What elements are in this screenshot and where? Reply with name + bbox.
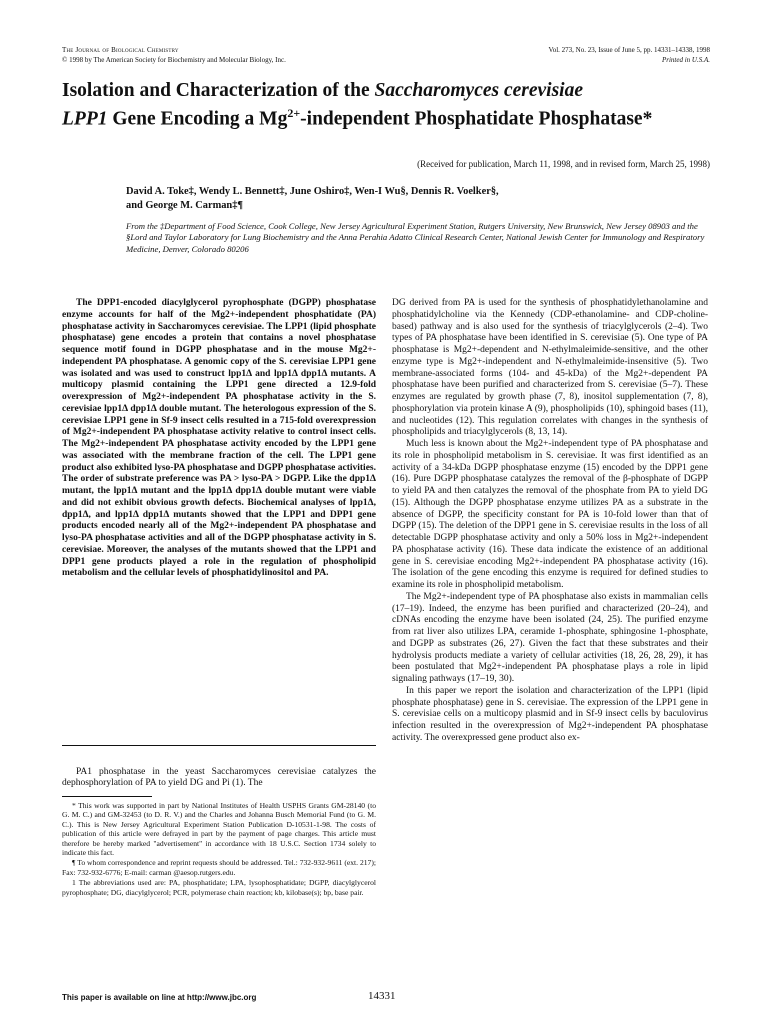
article-title xyxy=(62,80,702,131)
title-italic: Saccharomyces cerevisiae xyxy=(374,80,584,101)
affiliation: From the ‡Department of Food Science, Cook College, New Jersey Agricultural Experiment Station, Rutgers University, New Brunswick, New Jersey 08903 and the §Lord and Taylor Laboratory for Lung Biochemistry and the Anna Perahia Adatto Clinical Research Center, National Jewish Center for Immunology and Respiratory Medicine, Denver, Colorado 80206 xyxy=(126,221,705,254)
abstract: The DPP1-encoded diacylglycerol pyrophosphate (DGPP) phosphatase enzyme accounts for half of the Mg2+-independent phosphatidate (PA) phosphatase activity in Saccharomyces cerevisiae. The LPP1 (lipid phosphate phosphatase) gene encodes a protein that contains a novel phosphatase sequence motif found in DGPP phosphatase and in the mouse Mg2+-independent PA phosphatase. A genomic copy of the S. cerevisiae LPP1 gene was isolated and was used to construct lpp1Δ and lpp1Δ dpp1Δ mutants. A multicopy plasmid containing the LPP1 gene directed a 12.9-fold overexpression of Mg2+-independent PA phosphatase activity in the S. cerevisiae lpp1Δ dpp1Δ double mutant. The heterologous expression of the S. cerevisiae LPP1 gene in Sf-9 insect cells resulted in a 715-fold overexpression of Mg2+-independent PA phosphatase activity relative to control insect cells. The Mg2+-independent PA phosphatase activity encoded by the LPP1 gene was associated with the membrane fraction of the cell. The LPP1 gene product also exhibited lyso-PA phosphatase and DGPP phosphatase activities. The order of substrate preference was PA > lyso-PA > DGPP. Like the dpp1Δ mutant, the lpp1Δ mutant and the lpp1Δ dpp1Δ double mutant were viable and did not exhibit obvious growth defects. Biochemical analyses of lpp1Δ, dpp1Δ, and lpp1Δ dpp1Δ mutants showed that the LPP1 and DPP1 gene products encoded nearly all of the Mg2+-independent PA phosphatase and lyso-PA phosphatase activities and all of the DGPP phosphatase activity in S. cerevisiae. Moreover, the analyses of the mutants showed that the LPP1 and DPP1 gene products played a role in the regulation of phospholipid metabolism and the cellular levels of phosphatidylinositol and PA. xyxy=(62,298,376,579)
volume-info: Vol. 273, No. 23, Issue of June 5, pp. 14331–14338, 1998 xyxy=(548,46,710,54)
footnote: 1 The abbreviations used are: PA, phosphatidate; LPA, lysophosphatidate; DGPP, diacylglycerol pyrophosphate; DG, diacylglycerol; PCR, polymerase chain reaction; kb, kilobase(s); bp, base pair. xyxy=(62,878,376,897)
author-line: and George M. Carman‡¶ xyxy=(126,200,244,211)
availability-note: This paper is available on line at http://www.jbc.org xyxy=(62,993,257,1002)
footnote: ¶ To whom correspondence and reprint requests should be addressed. Tel.: 732-932-9611 (ext. 217); Fax: 732-932-6776; E-mail: carman @aesop.rutgers.edu. xyxy=(62,858,376,877)
copyright-line: © 1998 by The American Society for Biochemistry and Molecular Biology, Inc. xyxy=(62,55,286,64)
footnote-divider xyxy=(62,796,152,797)
abstract-divider xyxy=(62,745,376,746)
body-paragraph: DG derived from PA is used for the synthesis of phosphatidylethanolamine and phosphatidylcholine via the Kennedy (CDP-ethanolamine- and CDP-choline-based) pathway and is also used for the synthesis of triacylglycerols (2–4). Two types of PA phosphatase have been identified in S. cerevisiae (5). One type of PA phosphatase is Mg2+-dependent and N-ethylmaleimide-sensitive, and the other enzyme type is Mg2+-independent and N-ethylmaleimide-insensitive (5). Two membrane-associated forms (104- and 45-kDa) of the Mg2+-dependent PA phosphatase have been purified and characterized from S. cerevisiae (5–7). These enzymes are regulated by growth phase (7, 8), inositol supplementation (7, 8), phosphorylation via protein kinase A (9), phospholipids (10), sphingoid bases (11), and nucleotides (12). This regulation correlates with changes in the synthesis of phospholipids and triacylglycerols (8, 13, 14). xyxy=(392,298,708,438)
title-sup: 2+ xyxy=(287,106,301,120)
footnote: * This work was supported in part by National Institutes of Health USPHS Grants GM-28140 (to G. M. C.) and GM-32453 (to D. R. V.) and the Charles and Johanna Busch Memorial Fund (to G. M. C.). This is New Jersey Agricultural Experiment Station Publication D-10531-1-98. The costs of publication of this article were defrayed in part by the payment of page charges. This article must therefore be hereby marked "advertisement" in accordance with 18 U.S.C. Section 1734 solely to indicate this fact. xyxy=(62,801,376,858)
title-part: Isolation and Characterization of the xyxy=(62,80,375,101)
body-paragraph: In this paper we report the isolation and characterization of the LPP1 (lipid phosphate phosphatase) gene in S. cerevisiae. The expression of the LPP1 gene in S. cerevisiae cells on a multicopy plasmid and in Sf-9 insect cells by baculovirus infection resulted in the overexpression of Mg2+-independent PA phosphatase activity. The overexpressed gene product also ex- xyxy=(392,685,708,743)
body-paragraph: Much less is known about the Mg2+-independent type of PA phosphatase and its role in phospholipid metabolism in S. cerevisiae. It was first identified as an activity of a 34-kDa DGPP phosphatase enzyme (15) encoded by the DPP1 gene (16). Pure DGPP phosphatase catalyzes the removal of the β-phosphate of DGPP to yield PA and then catalyzes the removal of the phosphate from PA to yield DG (15). Although the DGPP phosphatase enzyme utilizes PA as a substrate in the absence of DGPP, the specificity constant for PA is 10-fold lower than that of DGPP (15). The deletion of the DPP1 gene in S. cerevisiae results in the loss of all detectable DGPP phosphatase activity and only a 50% loss in Mg2+-independent PA phosphatase activity (16). These data indicate the existence of an additional gene in S. cerevisiae encoding Mg2+-independent PA phosphatase activity (16). The isolation of the gene encoding this enzyme is required for defined studies to examine its role in phospholipid metabolism. xyxy=(392,439,708,590)
journal-name: The Journal of Biological Chemistry xyxy=(62,46,179,54)
received-date: (Received for publication, March 11, 1998, and in revised form, March 25, 1998) xyxy=(417,159,710,169)
author-list xyxy=(126,185,706,213)
right-column xyxy=(392,298,708,745)
journal-header-left xyxy=(62,46,286,65)
printed-line: Printed in U.S.A. xyxy=(661,55,710,64)
title-part: -independent Phosphatidate Phosphatase* xyxy=(300,108,653,130)
title-italic: LPP1 xyxy=(62,108,108,130)
left-column xyxy=(62,298,376,580)
footnotes xyxy=(62,801,376,898)
author-line: David A. Toke‡, Wendy L. Bennett‡, June Oshiro‡, Wen-I Wu§, Dennis R. Voelker§, xyxy=(126,186,499,197)
page-number: 14331 xyxy=(368,990,396,1002)
body-paragraph: The Mg2+-independent type of PA phosphatase also exists in mammalian cells (17–19). Indeed, the enzyme has been purified and characterized (20–24), and cDNAs encoding the enzyme have been isolated (24, 25). The purified enzyme from rat liver also utilizes LPA, ceramide 1-phosphate, sphingosine 1-phosphate, and DGPP as substrates (26, 27). Given the fact that these substrates and their hydrolysis products mediate a variety of cellular activities (18, 26, 28, 29), it has been postulated that Mg2+-independent PA phosphatase plays a role in lipid signaling pathways (17–19, 30). xyxy=(392,591,708,684)
intro-paragraph: PA1 phosphatase in the yeast Saccharomyces cerevisiae catalyzes the dephosphorylation of PA to yield DG and Pi (1). The xyxy=(62,766,376,789)
journal-header-right xyxy=(549,46,710,65)
title-part: Gene Encoding a Mg xyxy=(107,108,288,130)
